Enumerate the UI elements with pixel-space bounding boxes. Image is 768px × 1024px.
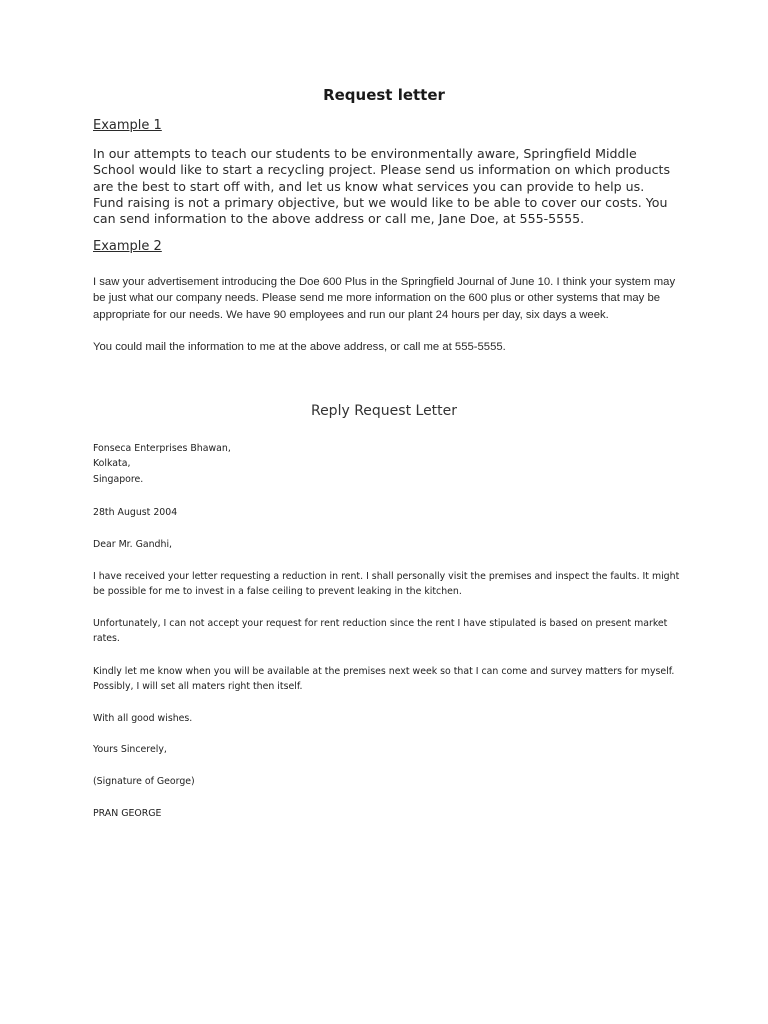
address-line-3: Singapore.	[93, 473, 144, 485]
reply-letter-title: Reply Request Letter	[310, 403, 458, 419]
example-2-paragraph-2: You could mail the information to me at the above address, or call me at 555-5555.	[93, 341, 506, 353]
signer-name: PRAN GEORGE	[93, 808, 162, 819]
good-wishes: With all good wishes.	[93, 713, 193, 724]
closing: Yours Sincerely,	[93, 744, 167, 755]
signature-note: (Signature of George)	[93, 776, 195, 787]
sender-address	[93, 441, 683, 487]
salutation: Dear Mr. Gandhi,	[93, 539, 173, 550]
page-title: Request letter	[323, 86, 445, 104]
reply-paragraph-1: I have received your letter requesting a reduction in rent. I shall personally visit the premises and inspect the faults. It might be possible for me to invest in a false ceiling to prevent leaking in the kitchen.	[93, 571, 680, 598]
example-1-heading: Example 1	[93, 118, 162, 133]
reply-paragraph-2: Unfortunately, I can not accept your request for rent reduction since the rent I have stipulated is based on present market rates.	[93, 618, 668, 645]
address-line-2: Kolkata,	[93, 458, 131, 470]
address-line-1: Fonseca Enterprises Bhawan,	[93, 443, 231, 454]
reply-paragraph-3: Kindly let me know when you will be available at the premises next week so that I can come and survey matters for myself. Possibly, I will set all maters right then itself.	[93, 666, 675, 693]
example-2-paragraph-1: I saw your advertisement introducing the Doe 600 Plus in the Springfield Journal of June 10. I think your system may be just what our company needs. Please send me more information on the 600 plus or other systems that may be appropriate for our needs. We have 90 employees and run our plant 24 hours per day, six days a week.	[93, 276, 676, 321]
example-1-body: In our attempts to teach our students to be environmentally aware, Springfield Middle School would like to start a recycling project. Please send us information on which products are the best to start off with, and let us know what services you can provide to help us. Fund raising is not a primary objective, but we would like to be able to cover our costs. You can send information to the above address or call me, Jane Doe, at 555-5555.	[93, 146, 671, 227]
example-2-heading: Example 2	[93, 239, 162, 254]
letter-date: 28th August 2004	[93, 507, 178, 518]
